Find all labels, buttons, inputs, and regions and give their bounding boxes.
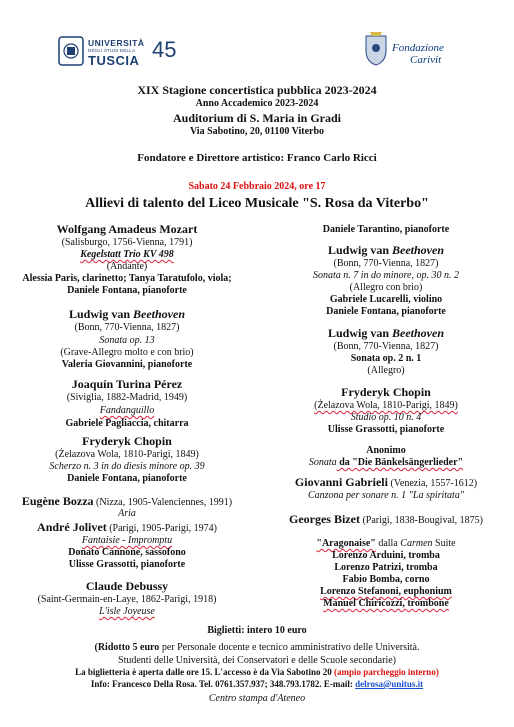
jolivet-performer-1: Donato Cannone, sassofono	[68, 547, 186, 558]
brass-performer-1: Lorenzo Arduini, tromba	[332, 550, 440, 561]
university-crest-icon	[58, 36, 84, 66]
bizet-work: "Aragonaise" dalla Carmen Suite	[316, 538, 456, 549]
beethoven-r1-movement: (Allegro con brio)	[349, 282, 423, 293]
beethoven-name: Ludwig van Beethoven	[68, 307, 186, 321]
beethoven-r1-work: Sonata n. 7 in do minore, op. 30 n. 2	[312, 270, 459, 281]
beethoven-r1-dates: (Bonn, 770-Vienna, 1827)	[333, 258, 439, 269]
chopin-right-performer: Ulisse Grassotti, pianoforte	[327, 424, 445, 435]
logo-left-45: 45	[152, 37, 177, 62]
beethoven-r2-movement: (Allegro)	[367, 365, 405, 376]
venue: Auditorium di S. Maria in Gradi	[172, 111, 342, 125]
beethoven-r1-performer-1: Gabriele Lucarelli, violino	[329, 294, 443, 305]
chopin-left-performer: Daniele Fontana, pianoforte	[67, 473, 187, 484]
jolivet-performer-2: Ulisse Grassotti, pianoforte	[68, 559, 186, 570]
mozart-performers-1: Alessia Paris, clarinetto; Tanya Taratufolo, viola;	[22, 273, 232, 284]
tickets-reduced: (Ridotto 5 euro per Personale docente e tecnico amministrativo delle Università.	[94, 642, 420, 653]
brass-performer-5: Manuel Chiricozzi, trombone	[323, 598, 449, 609]
academic-year: Anno Accademico 2023-2024	[195, 98, 319, 109]
beethoven-r1-name: Ludwig van Beethoven	[327, 243, 445, 257]
beethoven-r1-performer-2: Daniele Fontana, pianoforte	[326, 306, 446, 317]
beethoven-work: Sonata op. 13	[99, 335, 155, 346]
jolivet-work: Fantaisie - Impromptu	[81, 535, 173, 546]
chopin-left-dates: (Żelazova Wola, 1810-Parigi, 1849)	[55, 449, 199, 460]
mozart-dates: (Salisburgo, 1756-Vienna, 1791)	[61, 237, 193, 248]
brass-performer-3: Fabio Bomba, corno	[342, 574, 430, 585]
brass-performer-4: Lorenzo Stefanoni, euphonium	[320, 586, 452, 597]
beethoven-movement: (Grave-Allegro molto e con brio)	[60, 347, 194, 358]
mozart-movement: (Andante)	[106, 261, 148, 272]
jolivet-line: André Jolivet (Parigi, 1905-Parigi, 1974)	[37, 520, 217, 534]
concert-date: Sabato 24 Febbraio 2024, ore 17	[188, 181, 326, 192]
turina-work: Fandanguillo	[99, 405, 155, 416]
tickets-price: Biglietti: intero 10 euro	[207, 625, 307, 636]
address: Via Sabotino, 20, 01100 Viterbo	[189, 126, 325, 137]
info-line: Info: Francesco Della Rosa. Tel. 0761.357.937; 348.793.1782. E-mail: delrosa@unitus.it	[90, 679, 424, 689]
logo-left-line2: DEGLI STUDI DELLA	[88, 48, 136, 53]
debussy-name: Claude Debussy	[85, 579, 169, 593]
tarantino-performer: Daniele Tarantino, pianoforte	[322, 224, 450, 235]
foundation-logo	[362, 30, 472, 70]
concert-title: Allievi di talento del Liceo Musicale "S. Rosa da Viterbo"	[85, 196, 429, 211]
chopin-right-dates: (Żelazova Wola, 1810-Parigi, 1849)	[314, 400, 458, 411]
logo-right-line1: Fondazione	[392, 42, 444, 54]
chopin-left-work: Scherzo n. 3 in do diesis minore op. 39	[49, 461, 205, 472]
debussy-work: L'isle Joyeuse	[99, 606, 155, 617]
foundation-crest-icon	[362, 30, 390, 66]
season-title: XIX Stagione concertistica pubblica 2023-2024	[137, 83, 377, 97]
bizet-line: Georges Bizet (Parigi, 1838-Bougival, 1875)	[288, 512, 483, 526]
anonimo-name: Anonimo	[366, 445, 406, 456]
mozart-name: Wolfgang Amadeus Mozart	[56, 222, 198, 236]
bozza-line: Eugène Bozza (Nizza, 1905-Valenciennes, 1991)	[21, 494, 233, 508]
chopin-right-work: Studio op. 10 n. 4	[350, 412, 422, 423]
beethoven-r2-work: Sonata op. 2 n. 1	[350, 353, 422, 364]
beethoven-r2-dates: (Bonn, 770-Vienna, 1827)	[333, 341, 439, 352]
logo-left-line3: TUSCIA	[88, 53, 140, 68]
turina-dates: (Siviglia, 1882-Madrid, 1949)	[66, 392, 188, 403]
logo-left-line1: UNIVERSITÀ	[88, 38, 145, 48]
box-office: La biglietteria è aperta dalle ore 15. L'accesso è da Via Sabotino 20 (ampio parcheggio interno)	[75, 667, 439, 677]
university-logo	[56, 34, 186, 70]
turina-name: Joaquín Turina Pérez	[71, 377, 183, 391]
print-credit: Centro stampa d'Ateneo	[208, 693, 306, 704]
chopin-right-name: Fryderyk Chopin	[341, 385, 431, 399]
bozza-work: Aria	[118, 508, 136, 519]
founder-line: Fondatore e Direttore artistico: Franco Carlo Ricci	[137, 152, 377, 164]
beethoven-r2-name: Ludwig van Beethoven	[327, 326, 445, 340]
gabrieli-work: Canzona per sonare n. 1 "La spiritata"	[307, 490, 465, 501]
chopin-left-name: Fryderyk Chopin	[82, 434, 172, 448]
brass-performer-2: Lorenzo Patrizi, tromba	[334, 562, 438, 573]
gabrieli-line: Giovanni Gabrieli (Venezia, 1557-1612)	[294, 475, 478, 489]
anonimo-work: Sonata da "Die Bänkelsängerlieder"	[308, 457, 464, 468]
beethoven-dates: (Bonn, 770-Vienna, 1827)	[74, 322, 180, 333]
beethoven-performer: Valeria Giovannini, pianoforte	[61, 359, 193, 370]
turina-performer: Gabriele Pagliaccia, chitarra	[65, 418, 189, 429]
mozart-performers-2: Daniele Fontana, pianoforte	[67, 285, 187, 296]
logo-right-line2: Carivit	[410, 54, 442, 66]
mozart-work: Kegelstatt Trio KV 498	[80, 249, 174, 260]
tickets-students: Studenti delle Università, dei Conservatori e delle Scuole secondarie)	[118, 655, 396, 666]
debussy-dates: (Saint-Germain-en-Laye, 1862-Parigi, 1918)	[37, 594, 217, 605]
email-link[interactable]: delrosa@unitus.it	[355, 679, 424, 689]
